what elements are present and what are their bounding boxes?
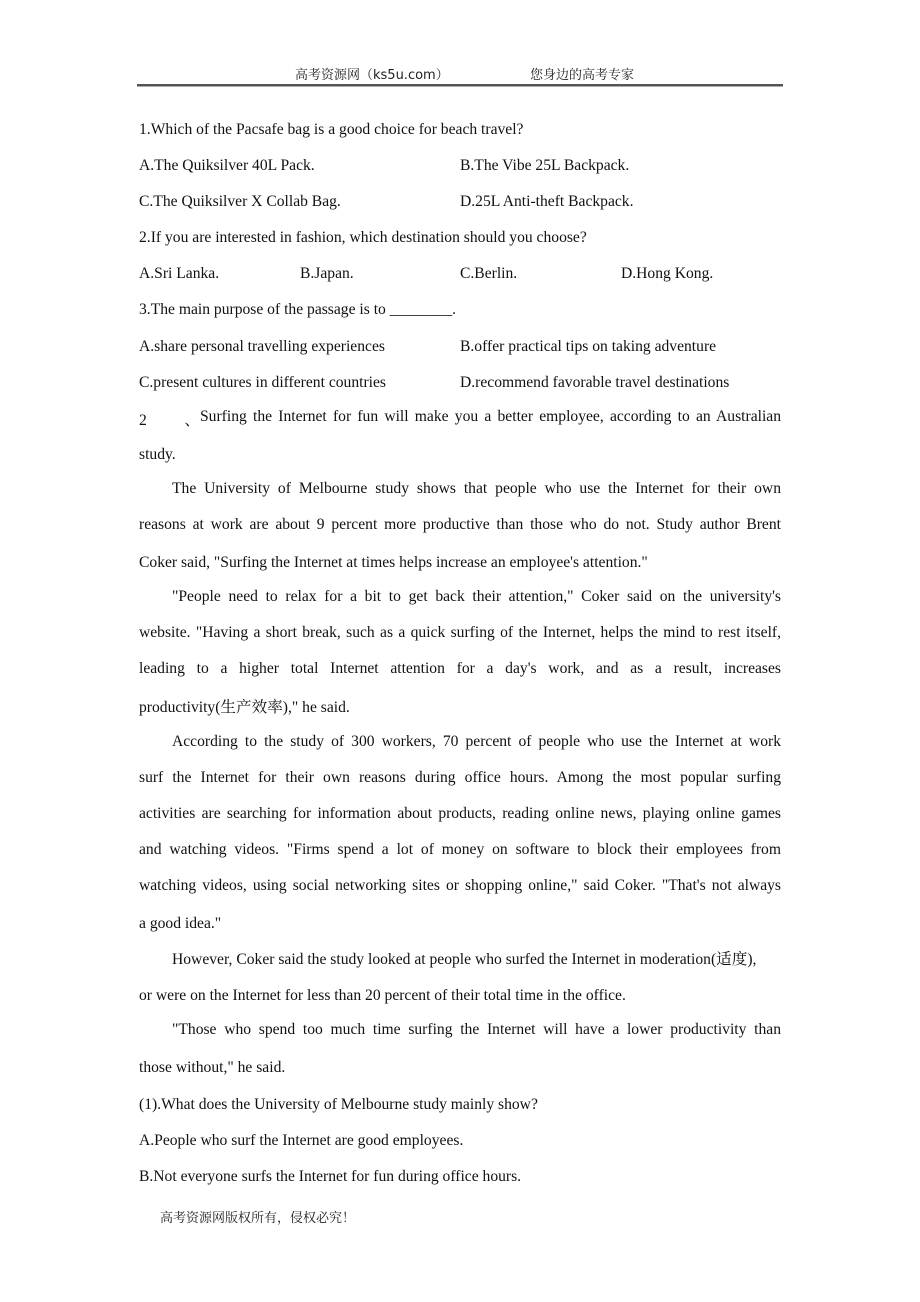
header-divider	[137, 84, 783, 87]
question-2-options-row	[139, 263, 781, 299]
passage-line: Coker said, "Surfing the Internet at times helps increase an employee's attention."	[139, 554, 648, 572]
question-2-stem: 2.If you are interested in fashion, which destination should you choose?	[139, 229, 587, 247]
option-c: C.The Quiksilver X Collab Bag.	[139, 193, 341, 211]
passage-line: watching videos, using social networking sites or shopping online," said Coker. "That's not always	[139, 876, 781, 894]
passage-line: those without," he said.	[139, 1059, 286, 1077]
passage-number: 2、	[139, 411, 200, 429]
question-3-options-row	[139, 372, 781, 408]
passage-line: surf the Internet for their own reasons during office hours. Among the most popular surfing	[139, 768, 781, 786]
option-a: A.share personal travelling experiences	[139, 337, 385, 355]
passage-line: website. "Having a short break, such as a quick surfing of the Internet, helps the mind to rest itself,	[139, 624, 781, 642]
document-body	[139, 119, 781, 1202]
question-3-stem: 3.The main purpose of the passage is to ________.	[139, 301, 457, 319]
option-b: B.Not everyone surfs the Internet for fun during office hours.	[139, 1167, 522, 1185]
option-b: B.Japan.	[300, 265, 354, 283]
header-site-name: 高考资源网（ks5u.com）	[295, 68, 449, 83]
passage-line: However, Coker said the study looked at people who surfed the Internet in moderation(适度),	[172, 951, 757, 969]
option-d: D.25L Anti-theft Backpack.	[460, 193, 634, 211]
passage-line: and watching videos. "Firms spend a lot of money on software to block their employees from	[139, 840, 781, 858]
option-c: C.Berlin.	[460, 265, 518, 283]
option-c: C.present cultures in different countries	[139, 373, 386, 391]
passage-line: leading to a higher total Internet attention for a day's work, and as a result, increases	[139, 660, 781, 678]
option-b: B.offer practical tips on taking adventure	[460, 337, 717, 355]
sub-question-1-stem: (1).What does the University of Melbourne study mainly show?	[139, 1095, 538, 1113]
footer-copyright: 高考资源网版权所有，侵权必究！	[160, 1211, 356, 1226]
option-b: B.The Vibe 25L Backpack.	[460, 157, 630, 175]
passage-line: productivity(生产效率)," he said.	[139, 698, 350, 716]
passage-line: reasons at work are about 9 percent more productive than those who do not. Study author Brent	[139, 516, 781, 534]
passage-text: Surfing the Internet for fun will make you a better employee, according to an Australian	[200, 407, 781, 425]
question-3-options-row	[139, 336, 781, 372]
passage-line: "Those who spend too much time surfing the Internet will have a lower productivity than	[172, 1021, 781, 1039]
passage-line: According to the study of 300 workers, 70 percent of people who use the Internet at work	[172, 732, 781, 750]
passage-line: The University of Melbourne study shows that people who use the Internet for their own	[172, 479, 781, 497]
passage-line: or were on the Internet for less than 20 percent of their total time in the office.	[139, 987, 626, 1005]
question-1-options-row	[139, 155, 781, 191]
passage-line: "People need to relax for a bit to get back their attention," Coker said on the university's	[172, 588, 781, 606]
option-d: D.recommend favorable travel destinations	[460, 373, 730, 391]
passage-line: activities are searching for information about products, reading online news, playing online games	[139, 804, 781, 822]
passage-line: study.	[139, 445, 176, 463]
header-slogan: 您身边的高考专家	[530, 68, 635, 83]
option-a: A.People who surf the Internet are good employees.	[139, 1131, 464, 1149]
option-a: A.The Quiksilver 40L Pack.	[139, 157, 315, 175]
option-a: A.Sri Lanka.	[139, 265, 220, 283]
question-1-options-row	[139, 191, 781, 227]
option-d: D.Hong Kong.	[621, 265, 714, 283]
question-1-stem: 1.Which of the Pacsafe bag is a good choice for beach travel?	[139, 121, 524, 138]
passage-line: a good idea."	[139, 915, 222, 933]
passage-line	[139, 408, 781, 444]
